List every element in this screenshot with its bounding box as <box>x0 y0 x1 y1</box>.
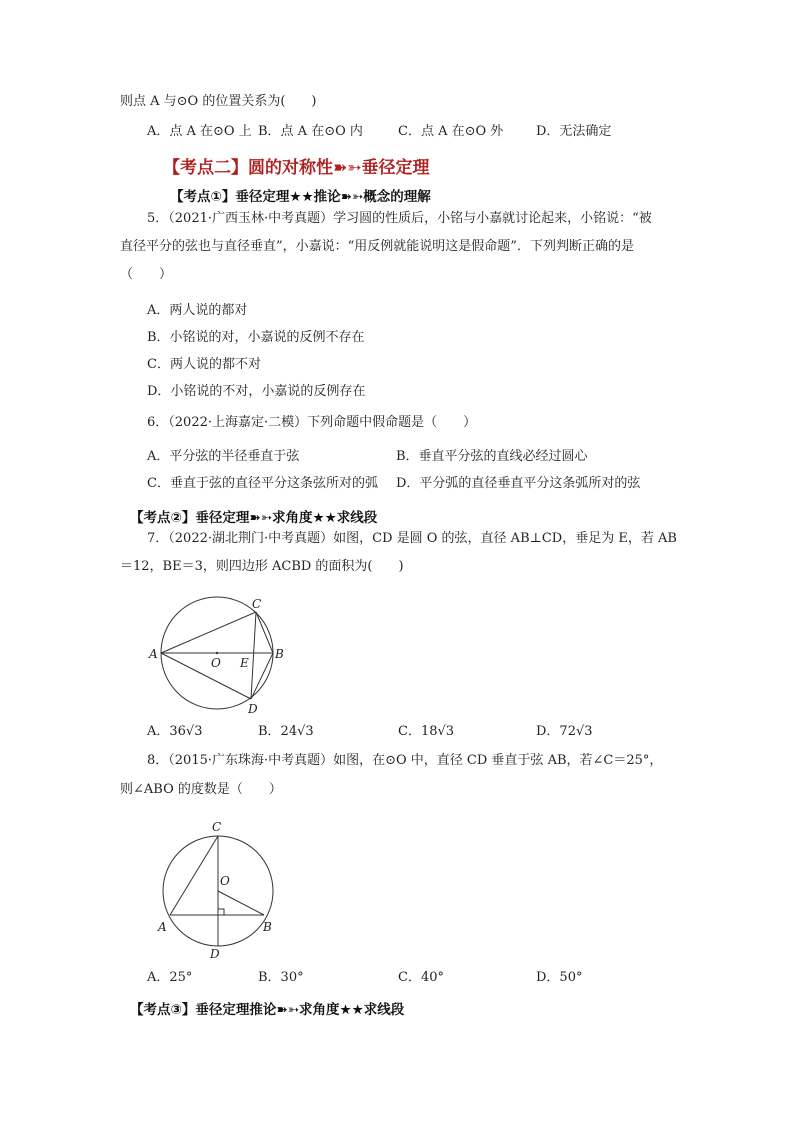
q6-option-d: D．平分弧的直径垂直平分这条弧所对的弦 <box>396 476 641 491</box>
q7-label-o: O <box>211 656 221 670</box>
q7-segment-db <box>251 653 273 699</box>
kp2-title: 【考点②】垂径定理➽➳求角度★★求线段 <box>130 510 378 526</box>
q7-figure <box>145 593 295 718</box>
q5-option-c: C．两人说的都不对 <box>147 357 261 372</box>
q4-option-a: A．点 A 在⊙O 上 <box>147 124 252 139</box>
q8-option-b: B．30° <box>258 970 304 985</box>
q7-line2: ＝12，BE＝3，则四边形 ACBD 的面积为( ) <box>120 559 404 574</box>
q7-option-d: D．72√3 <box>536 724 593 739</box>
q4-option-d: D．无法确定 <box>536 124 612 139</box>
q5-option-b: B．小铭说的对，小嘉说的反例不存在 <box>147 330 365 345</box>
q5-line1: 5．（2021·广西玉林·中考真题）学习圆的性质后，小铭与小嘉就讨论起来，小铭说：“被 <box>147 211 652 226</box>
q8-segment-ca <box>170 836 218 915</box>
q7-label-d: D <box>248 702 258 716</box>
q8-label-c: C <box>212 820 222 834</box>
q7-segment-ac <box>161 612 256 653</box>
q8-right-angle-mark <box>218 909 224 915</box>
q7-label-e: E <box>240 656 249 670</box>
q7-label-b: B <box>275 647 284 661</box>
q8-figure <box>150 818 290 963</box>
q7-segment-cb <box>256 612 273 653</box>
q4-option-c: C．点 A 在⊙O 外 <box>398 124 504 139</box>
q8-option-c: C．40° <box>398 970 444 985</box>
q7-label-a: A <box>149 647 158 661</box>
q7-option-a: A．36√3 <box>147 724 203 739</box>
kp3-title: 【考点③】垂径定理推论➽➳求角度★★求线段 <box>130 1002 405 1018</box>
q7-label-c: C <box>252 597 262 611</box>
q5-line3: （ ） <box>120 267 173 282</box>
q8-label-b: B <box>263 920 272 934</box>
q7-option-b: B．24√3 <box>258 724 314 739</box>
q7-center-dot <box>216 652 218 654</box>
q8-option-a: A．25° <box>147 970 193 985</box>
kp1-title: 【考点①】垂径定理★★推论➽➳概念的理解 <box>170 189 431 205</box>
q8-line1: 8．（2015·广东珠海·中考真题）如图，在⊙O 中，直径 CD 垂直于弦 AB，若∠C＝25°， <box>147 753 663 768</box>
q6-option-c: C．垂直于弦的直径平分这条弦所对的弧 <box>147 476 378 491</box>
q8-label-a: A <box>158 920 167 934</box>
q6-stem: 6．（2022·上海嘉定·二模）下列命题中假命题是（ ） <box>147 415 477 430</box>
q8-label-o: O <box>220 874 230 888</box>
q5-option-a: A．两人说的都对 <box>147 303 248 318</box>
q6-option-b: B．垂直平分弦的直线必经过圆心 <box>396 449 588 464</box>
q5-option-d: D．小铭说的不对，小嘉说的反例存在 <box>147 384 366 399</box>
q7-line1: 7．（2022·湖北荆门·中考真题）如图，CD 是圆 O 的弦，直径 AB⊥CD，垂足为 E，若 AB <box>147 531 677 546</box>
q8-line2: 则∠ABO 的度数是（ ） <box>120 782 282 797</box>
q4-stem: 则点 A 与⊙O 的位置关系为( ) <box>120 94 317 109</box>
q7-segment-ad <box>161 653 251 699</box>
q8-label-d: D <box>210 947 220 961</box>
q5-line2: 直径平分的弦也与直径垂直”，小嘉说：“用反例就能说明这是假命题”．下列判断正确的是 <box>120 239 634 254</box>
q8-segment-ob <box>218 891 264 915</box>
section-title: 【考点二】圆的对称性➽➳垂径定理 <box>163 158 430 178</box>
q4-option-b: B．点 A 在⊙O 内 <box>258 124 363 139</box>
q8-option-d: D．50° <box>536 970 583 985</box>
q6-option-a: A．平分弦的半径垂直于弦 <box>147 449 300 464</box>
q7-option-c: C．18√3 <box>398 724 455 739</box>
q7-chord-cd <box>251 612 256 699</box>
